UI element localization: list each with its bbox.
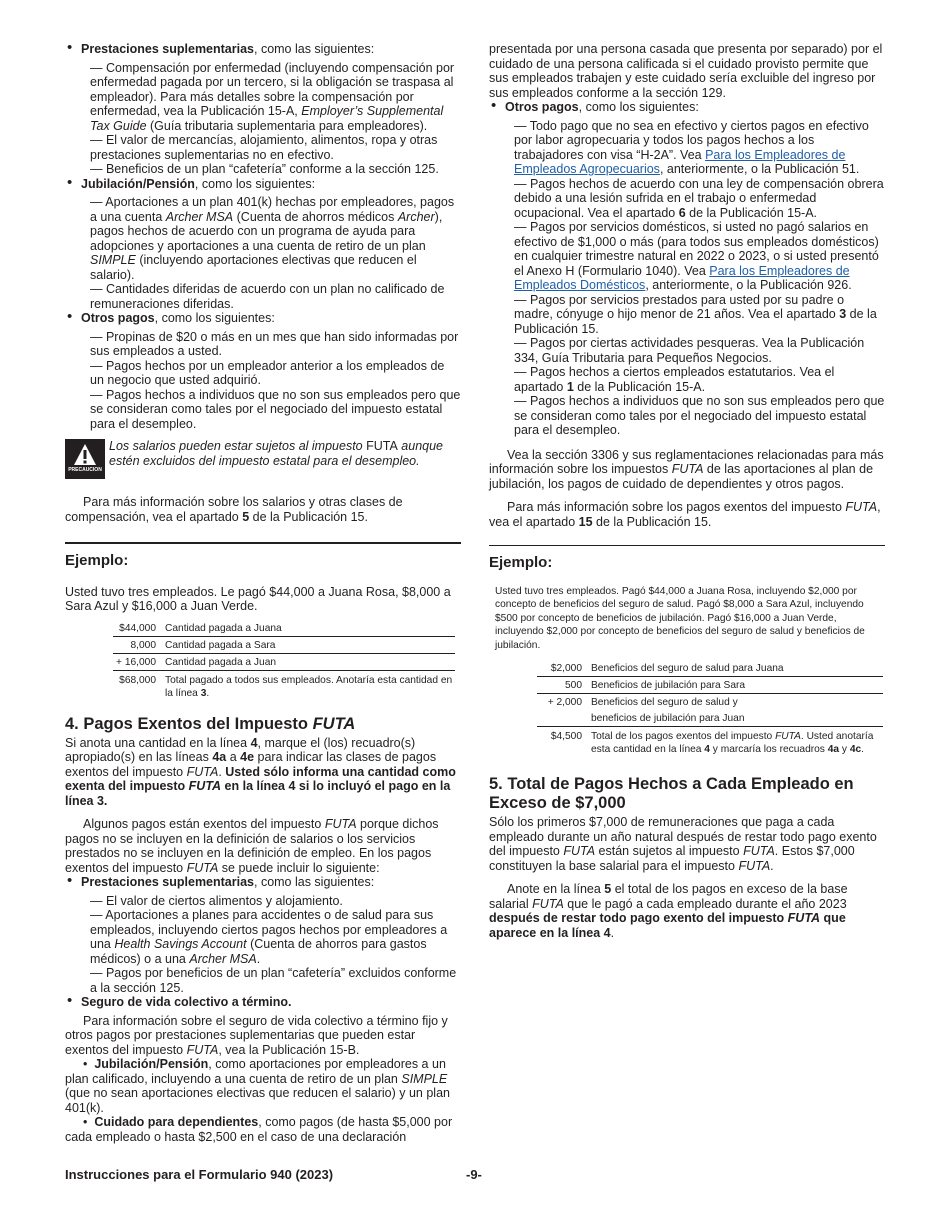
- text: 4a: [827, 744, 840, 755]
- calc-amount: [537, 710, 591, 727]
- bullet-seguro-vida: [65, 995, 461, 1010]
- text: FUTA: [186, 860, 219, 875]
- bullet-text: , como los siguientes:: [578, 100, 699, 114]
- text: Health Savings Account: [114, 937, 247, 951]
- text: FUTA: [186, 764, 219, 779]
- sub-item: — Pagos por beneficios de un plan “cafetería” excluidos conforme a la sección 125.: [90, 966, 457, 995]
- calc-total-row: [113, 670, 455, 701]
- text: Total pagado a todos sus empleados. Anotaría esta cantidad en la línea: [165, 674, 453, 699]
- sub-item: — Propinas de $20 o más en un mes que han sido informadas por sus empleados a usted.: [90, 329, 459, 358]
- more-info-paragraph: [65, 495, 461, 524]
- text: — Pagos hechos de acuerdo con una ley de compensación obrera debido a una lesión sufrida en el trabajo o enfermedad ocupacional. Vea el apartado: [514, 176, 884, 220]
- text: Sólo los primeros $7,000 de remuneraciones que paga a cada empleado durante un año natural después de restar todo pago exento del impuesto: [489, 815, 877, 858]
- text: , como aportaciones por empleadores a un plan calificado, incluyendo a una cuenta de retiro de un plan: [65, 1057, 446, 1086]
- caution-text: [109, 439, 461, 468]
- text: — Todo pago que no sea en efectivo y ciertos pagos en efectivo por labor agropecuaria y todos los pagos hechos a los trabajadores con visa “H-2A”. Vea: [514, 118, 869, 162]
- sub-item: — Pagos por ciertas actividades pesqueras. Vea la Publicación 334, Guía Tributaria para Pequeños Negocios.: [514, 336, 865, 365]
- text: a: [226, 750, 241, 764]
- bullet-text: , como los siguientes:: [154, 311, 275, 325]
- bullet-title: Otros pagos: [505, 100, 579, 114]
- text: Vea la sección 3306 y sus reglamentaciones relacionadas para más información sobre los impuestos: [489, 447, 884, 476]
- section-4-paragraph-1: [65, 736, 461, 809]
- text: 3: [200, 687, 207, 699]
- text: .: [218, 764, 226, 779]
- seguro-vida-paragraph: [65, 1014, 461, 1058]
- text: Para información sobre el seguro de vida colectivo a término fijo y otros pagos por prestaciones suplementarias que pueden estar exentos del impuesto: [65, 1013, 448, 1057]
- text: Si anota una cantidad en la línea: [65, 735, 251, 750]
- text: 4a: [212, 750, 227, 764]
- calc-total-desc: [165, 670, 455, 701]
- caution-icon: [65, 439, 105, 479]
- calc-amount: + 2,000: [537, 694, 591, 711]
- text: en la línea 4 si lo incluyó el pago en la línea 3.: [65, 779, 451, 808]
- text: , vea la Publicación 15-B.: [218, 1042, 360, 1057]
- calc-row: [537, 677, 883, 694]
- bullet-jubilacion: [65, 177, 461, 192]
- text: .: [610, 925, 615, 940]
- text: .: [256, 951, 261, 966]
- example-text: Usted tuvo tres empleados. Pagó $44,000 a Juana Rosa, incluyendo $2,000 por concepto de beneficios del seguro de salud. Pagó $8,000 a Sara Azul, incluyendo $500 por concepto de beneficios de jubilación. Pagó $16,000 a Juan Verde, incluyendo $2,000 por concepto de beneficios del seguro de salud y beneficios de jubilación.: [495, 585, 865, 651]
- text: de la Publicación 15.: [249, 509, 368, 524]
- text: ), pagos hechos de acuerdo con un programa de ayuda para adopciones y aportaciones a una cuenta de retiro de un plan: [90, 209, 443, 253]
- bullet-title: Seguro de vida colectivo a término.: [81, 995, 292, 1009]
- calc-row: [537, 694, 883, 711]
- text: que aparece en la línea: [489, 911, 846, 940]
- text: , marque el (los) recuadro(s) apropiado(s) en las líneas: [65, 735, 416, 764]
- text: Archer MSA: [165, 209, 234, 224]
- calc-desc: Cantidad pagada a Sara: [165, 636, 455, 653]
- section-4-heading: [65, 715, 461, 734]
- text: .: [206, 687, 210, 699]
- divider: [65, 542, 461, 544]
- text: 6: [678, 205, 686, 220]
- bullet-title: Cuidado para dependientes: [94, 1115, 259, 1129]
- text: de las aportaciones al plan de jubilación, los pagos de cuidado de dependientes y otros pagos.: [489, 462, 874, 491]
- sub-item: [489, 177, 885, 221]
- example-calc-table: [113, 620, 455, 701]
- text: — Aportaciones a planes para accidentes o de salud para sus empleados, incluyendo ciertos pagos hechos por empleadores a una: [90, 908, 448, 951]
- section-5-paragraph-1: [489, 815, 885, 873]
- text: 4: [250, 735, 258, 750]
- text: y: [839, 744, 850, 755]
- text: FUTA: [845, 500, 878, 514]
- page-number: -9-: [466, 1167, 482, 1182]
- text: SIMPLE: [401, 1071, 448, 1086]
- text: — Compensación por enfermedad (incluyendo compensación por enfermedad pagada por un tercero, si la obligación se traspasa al empleador). Para más detalles sobre la compensación por enfermedad, vea la Publicación 15-A,: [90, 60, 455, 118]
- calc-row: [113, 620, 455, 637]
- text: FUTA: [312, 714, 356, 733]
- text: 4e: [240, 750, 255, 764]
- calc-amount: 8,000: [113, 636, 165, 653]
- bullet-title: Prestaciones suplementarias: [81, 875, 254, 889]
- sub-item: — Pagos hechos a individuos que no son sus empleados pero que se consideran como tales por el negociado del impuesto estatal para el desempleo.: [514, 394, 885, 437]
- footer-title: Instrucciones para el Formulario 940 (2023): [65, 1167, 334, 1182]
- sub-item: [65, 908, 461, 966]
- sub-item: [489, 220, 885, 293]
- text: 4: [704, 744, 710, 755]
- calc-total-cell: [537, 727, 591, 758]
- text: Total de los pagos exentos del impuesto: [591, 731, 776, 742]
- calc-total-cell: [113, 670, 165, 701]
- text: Usted sólo informa una cantidad como exenta del impuesto: [65, 764, 456, 793]
- calc-total-row: [537, 727, 883, 758]
- calc-amount: $44,000: [119, 622, 156, 634]
- text: Para más información sobre los pagos exentos del impuesto: [507, 500, 846, 514]
- link-empleados-agropecuarios[interactable]: Para los Empleadores de Empleados Agropecuarios: [514, 147, 846, 176]
- text: 3: [839, 307, 847, 321]
- text: Algunos pagos están exentos del impuesto: [83, 817, 325, 831]
- text: porque dichos pagos no se incluyen en la definición de salarios o los servicios prestados no se incluyen en la definición de empleo. En los pagos exentos del impuesto: [65, 817, 439, 875]
- text: .: [861, 744, 865, 755]
- sub-item: [489, 119, 885, 177]
- calc-total-amount: $68,000: [119, 674, 156, 686]
- text: Los salarios pueden estar sujetos al impuesto: [109, 439, 367, 453]
- seccion-3306-paragraph: [489, 448, 885, 492]
- sub-item: — Pagos hechos por un empleador anterior a los empleados de un negocio que usted adquirió.: [90, 358, 445, 387]
- calc-total-amount: $4,500: [550, 731, 582, 742]
- section-5-heading: 5. Total de Pagos Hechos a Cada Empleado en Exceso de $7,000: [489, 775, 854, 812]
- text: de la Publicación 15-A.: [685, 205, 818, 220]
- text: FUTA: [743, 844, 775, 858]
- text: se puede incluir lo siguiente:: [218, 860, 380, 875]
- section-5-paragraph-2: [489, 882, 885, 940]
- calc-amount: + 16,000: [113, 653, 165, 670]
- calc-row: [113, 636, 455, 653]
- text: de la Publicación 15-A.: [573, 379, 706, 394]
- text: (Guía tributaria suplementaria para empleadores).: [146, 118, 428, 133]
- left-column: [65, 42, 461, 1144]
- sub-item: — El valor de mercancías, alojamiento, alimentos, ropa y otras prestaciones suplementarias no en efectivo.: [90, 133, 438, 162]
- text: FUTA: [775, 731, 801, 742]
- text: Archer: [397, 209, 435, 224]
- bullet-title: Jubilación/Pensión: [94, 1057, 209, 1071]
- example-title: Ejemplo:: [489, 554, 553, 571]
- caution-box: [65, 439, 461, 479]
- text: Para más información sobre los salarios y otras clases de compensación, vea el apartado: [65, 495, 403, 524]
- text: de la Publicación 15.: [514, 307, 877, 336]
- text: para indicar las clases de pagos exentos del impuesto: [65, 750, 437, 779]
- bullet-text: , como las siguientes:: [254, 875, 375, 889]
- text: — Aportaciones a un plan 401(k) hechas por empleadores, pagos a una cuenta: [90, 195, 455, 224]
- calc-amount: $2,000: [550, 663, 582, 674]
- text: 4. Pagos Exentos del Impuesto: [65, 714, 313, 733]
- text: FUTA: [188, 779, 222, 793]
- text: .: [770, 858, 774, 873]
- text: FUTA: [787, 911, 821, 925]
- text: Anote en la línea: [507, 882, 605, 896]
- calc-desc: Beneficios del seguro de salud y: [591, 694, 883, 711]
- text: . Usted anotaría esta cantidad en la línea: [591, 731, 874, 755]
- calc-desc: beneficios de jubilación para Juan: [591, 713, 745, 724]
- sub-item: [489, 365, 885, 394]
- text: FUTA: [671, 462, 704, 476]
- calc-desc: Beneficios de jubilación para Sara: [591, 677, 883, 694]
- text: FUTA: [738, 858, 771, 873]
- sub-item: — El valor de ciertos alimentos y alojamiento.: [90, 893, 343, 908]
- continued-paragraph: presentada por una persona casada que presenta por separado) por el cuidado de una persona calificada si el cuidado provisto permite que sus empleados trabajen y este cuidado sería excluible del ingreso por sus empleados conforme a la sección 129.: [489, 42, 883, 100]
- text: FUTA: [186, 1042, 219, 1057]
- text: , anteriormente, o la Publicación 926.: [645, 278, 852, 292]
- calc-row: [537, 710, 883, 727]
- text: después de restar todo pago exento del impuesto: [489, 911, 788, 925]
- bullet-otros-pagos: [65, 311, 461, 326]
- sub-item: — Cantidades diferidas de acuerdo con un plan no calificado de remuneraciones diferidas.: [90, 282, 445, 311]
- text: (que no sean aportaciones electivas que reducen el salario) y un plan 401(k).: [65, 1086, 450, 1115]
- calc-row: [537, 660, 883, 677]
- text: están sujetos al impuesto: [595, 844, 744, 858]
- calc-desc: Beneficios del seguro de salud para Juana: [591, 663, 784, 674]
- text: FUTA: [563, 844, 596, 858]
- bullet-otros-pagos-exentos: [489, 100, 885, 115]
- text: Employer’s Supplemental Tax Guide: [90, 104, 444, 133]
- text: . Estos $7,000 constituyen la base salarial para el impuesto: [489, 844, 855, 873]
- calc-desc: Cantidad pagada a Juana: [165, 622, 282, 634]
- bullet-text: , como los siguientes:: [194, 176, 316, 191]
- calc-desc: Cantidad pagada a Juan: [165, 653, 455, 670]
- calc-row: [113, 653, 455, 670]
- text: — Pagos hechos a ciertos empleados estatutarios. Vea el apartado: [514, 365, 835, 394]
- calc-total-desc: [591, 727, 883, 758]
- text: 4c: [849, 744, 862, 755]
- text: — Pagos por servicios domésticos, si usted no pagó salarios en efectivo de $1,000 o más (para todos sus empleados domésticos) en cualquier trimestre natural en 2022 o 2023, o si usted presentó el Anexo H (Formulario 1040). Vea: [514, 220, 879, 278]
- text: y marcaría los recuadros: [709, 744, 828, 755]
- text: FUTA: [532, 896, 564, 911]
- calc-amount: 500: [537, 677, 591, 694]
- bullet-exempt-prestaciones: [65, 875, 461, 890]
- bullet-exempt-jubilacion: • Jubilación/Pensión, como aportaciones por empleadores a un plan calificado, incluyendo a una cuenta de retiro de un plan SIMPLE (que no sean aportaciones electivas que reducen el salario) y un plan 401(k).: [65, 1057, 450, 1115]
- bullet-prestaciones: [65, 42, 461, 57]
- text: Archer MSA: [189, 951, 257, 966]
- section-4-paragraph-2: [65, 817, 461, 875]
- example-title: Ejemplo:: [65, 552, 129, 569]
- text: FUTA: [366, 439, 398, 453]
- text: el total de los pagos en exceso de la base salarial: [489, 882, 848, 911]
- text: SIMPLE: [90, 253, 136, 267]
- text: , como pagos (de hasta $5,000 por cada empleado o hasta $2,500 en el caso de una declaración: [65, 1115, 453, 1144]
- text: FUTA: [324, 817, 357, 831]
- caution-label: PRECAUCION: [68, 466, 102, 473]
- bullet-title: Jubilación/Pensión: [81, 176, 195, 191]
- text: 4: [603, 925, 611, 940]
- bullet-exempt-dependientes: • Cuidado para dependientes, como pagos (de hasta $5,000 por cada empleado o hasta $2,500 en el caso de una declaración: [65, 1115, 453, 1144]
- link-empleados-domesticos[interactable]: Para los Empleadores de Empleados Domésticos: [514, 263, 850, 292]
- text: de la Publicación 15.: [592, 514, 712, 529]
- bullet-text: , como las siguientes:: [254, 42, 375, 56]
- text: — Pagos por servicios prestados para usted por su padre o madre, cónyuge o hijo menor de 21 años. Vea el apartado: [514, 292, 845, 321]
- text: 5: [242, 509, 250, 524]
- divider: [489, 545, 885, 546]
- text: 15: [578, 514, 593, 529]
- text: , anteriormente, o la Publicación 51.: [659, 162, 860, 176]
- text: (Cuenta de ahorros médicos: [233, 209, 398, 224]
- bullet-title: Otros pagos: [81, 311, 155, 325]
- text: (Cuenta de ahorros para gastos médicos) o a una: [90, 937, 427, 966]
- right-column: [489, 42, 885, 940]
- text: , vea el apartado: [489, 500, 881, 529]
- bullet-title: Prestaciones suplementarias: [81, 42, 254, 56]
- text: aunque estén excluidos del impuesto estatal para el desempleo.: [109, 439, 443, 468]
- text: que le pagó a cada empleado durante el año 2023: [563, 896, 847, 911]
- text: 1: [566, 379, 574, 394]
- example-text: Usted tuvo tres empleados. Le pagó $44,000 a Juana Rosa, $8,000 a Sara Azul y $16,000 a Juan Verde.: [65, 584, 451, 613]
- text: 5: [604, 882, 612, 896]
- sub-item: [489, 293, 885, 337]
- text: (incluyendo aportaciones electivas que reducen el salario).: [90, 253, 417, 282]
- sub-item: — Beneficios de un plan “cafetería” conforme a la sección 125.: [90, 162, 439, 176]
- sub-item: [65, 195, 461, 282]
- example-calc-table: [537, 660, 883, 757]
- sub-item: [65, 61, 461, 134]
- pagos-exentos-info-paragraph: [489, 500, 885, 529]
- sub-item: — Pagos hechos a individuos que no son sus empleados pero que se consideran como tales por el negociado del impuesto estatal para el desempleo.: [90, 387, 461, 431]
